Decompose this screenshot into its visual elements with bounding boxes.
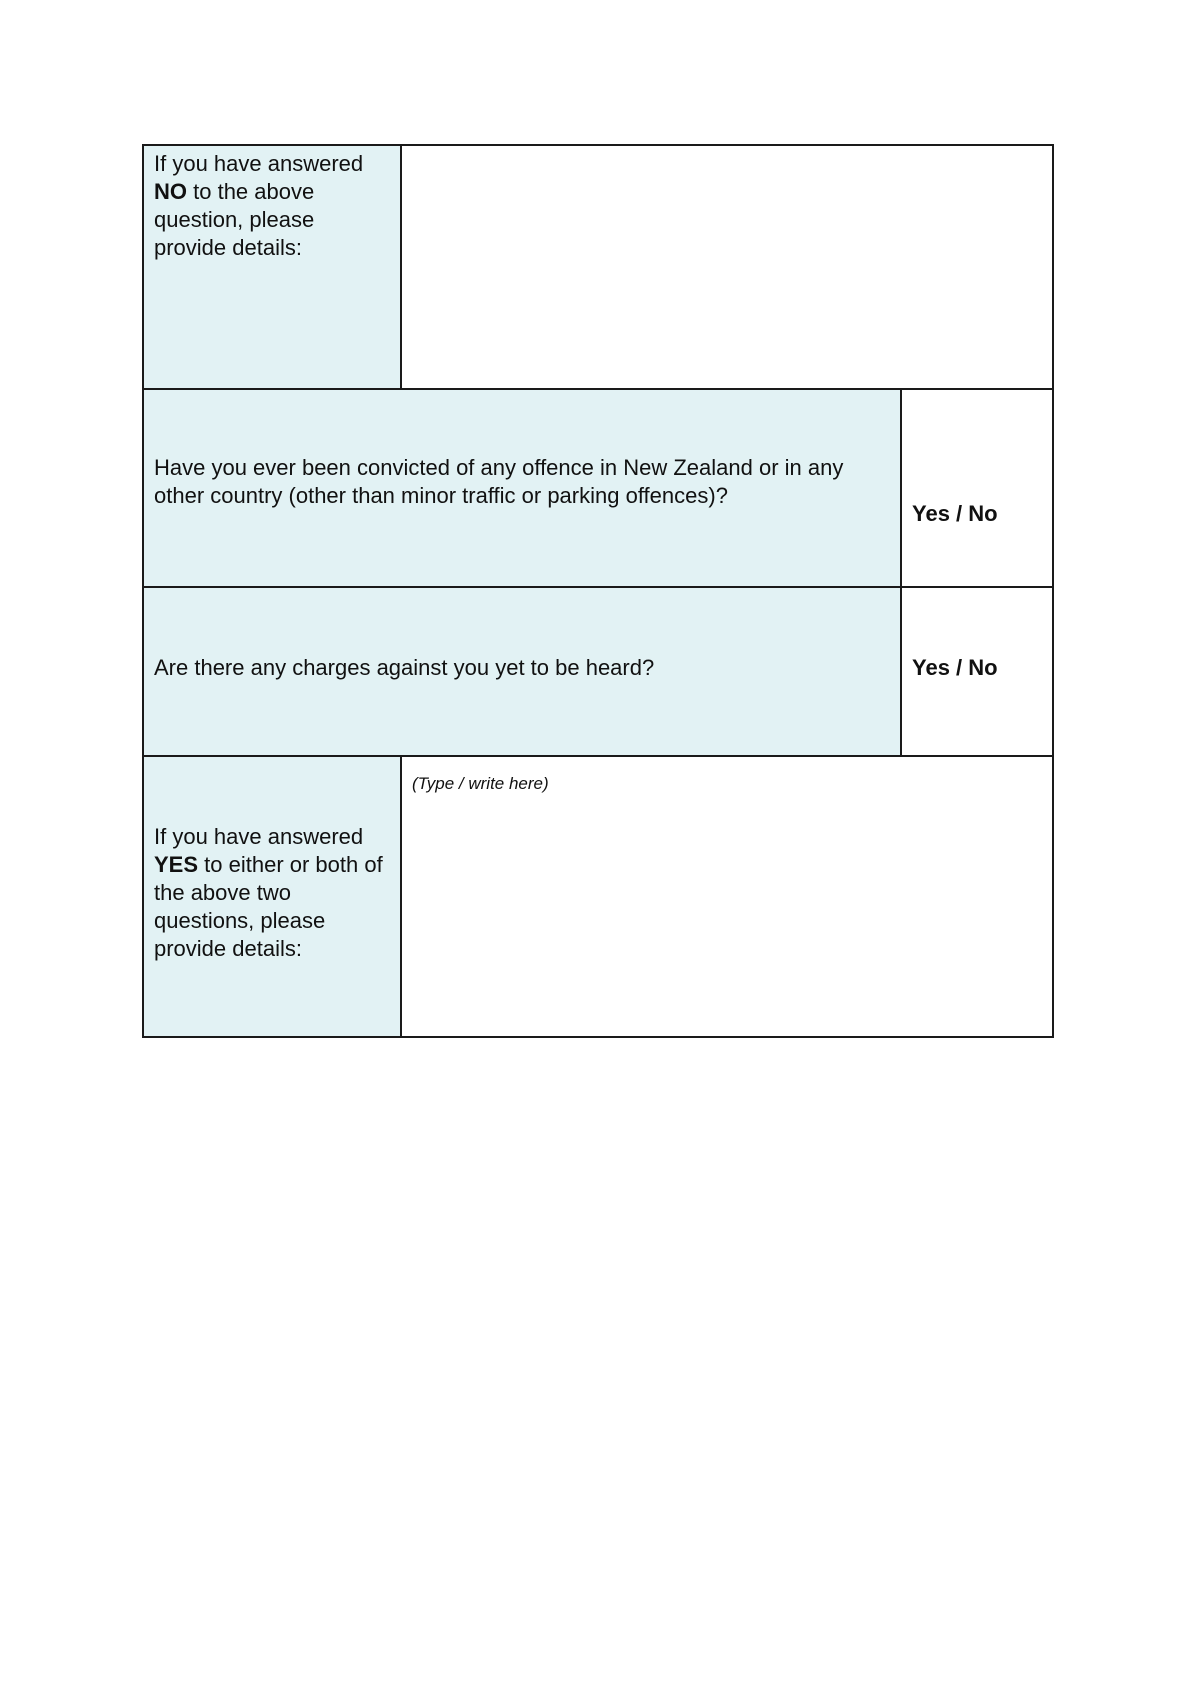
type-write-here-placeholder: (Type / write here) [412, 774, 549, 793]
yes-details-label-cell [144, 757, 400, 1036]
no-details-answer-field[interactable] [402, 146, 1052, 388]
row-divider-3 [144, 755, 1052, 757]
pending-charges-question-text: Are there any charges against you yet to be heard? [154, 655, 655, 680]
no-emphasis: NO [154, 179, 187, 204]
column-divider-row1 [400, 146, 402, 388]
declaration-form-table [142, 144, 1054, 1038]
column-divider-row4 [400, 755, 402, 1036]
column-divider-row2-3 [900, 388, 902, 757]
pending-charges-question-cell [144, 588, 900, 755]
convicted-question-text: Have you ever been convicted of any offence in New Zealand or in any other country (other than minor traffic or parking offences)? [154, 455, 844, 508]
no-details-label-cell [144, 146, 400, 388]
yes-emphasis: YES [154, 852, 199, 877]
yes-details-answer-field[interactable] [402, 757, 1052, 1036]
no-details-label: If you have answered NO to the above question, please provide details: [154, 151, 364, 260]
row-divider-2 [144, 586, 1052, 588]
row-divider-1 [144, 388, 1052, 390]
yes-details-label: If you have answered YES to either or both of the above two questions, please provide details: [154, 824, 383, 961]
convicted-yes-no[interactable]: Yes / No [912, 501, 998, 526]
convicted-question-cell [144, 390, 900, 586]
pending-charges-yes-no[interactable]: Yes / No [912, 655, 998, 680]
pending-charges-answer-cell[interactable] [902, 588, 1052, 755]
convicted-answer-cell[interactable] [902, 390, 1052, 586]
